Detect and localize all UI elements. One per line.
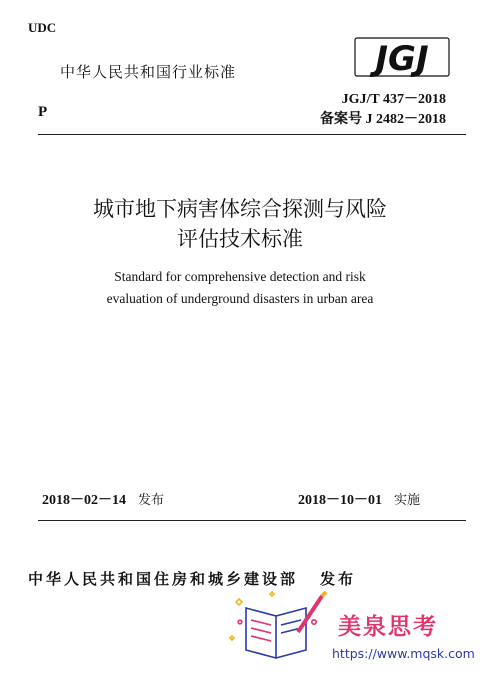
effective-date: 2018－10－01: [298, 493, 382, 508]
standard-number: JGJ/T 437－2018: [341, 92, 446, 107]
title-en-line1: Standard for comprehensive detection and risk: [114, 269, 366, 284]
logo-letters: JGJ: [375, 39, 429, 79]
effective-date-block: [298, 489, 420, 509]
top-rule: [38, 134, 466, 135]
issuer-line: [28, 568, 356, 589]
bottom-rule: [38, 520, 466, 521]
standard-numbers: [320, 90, 446, 130]
udc-label: UDC: [28, 20, 57, 35]
issuer-name: 中华人民共和国住房和城乡建设部: [28, 570, 299, 588]
effective-label: 实施: [394, 493, 421, 508]
issue-date-block: [42, 489, 164, 509]
watermark-brand: 美泉思考: [338, 614, 438, 640]
title-cn-line2: 评估技术标准: [177, 227, 303, 251]
record-number: 备案号 J 2482－2018: [320, 112, 446, 127]
book-pen-icon: [226, 588, 334, 664]
jgj-logo: [354, 34, 450, 80]
standard-category: 中华人民共和国行业标准: [60, 63, 237, 81]
title-cn-line1: 城市地下病害体综合探测与风险: [93, 197, 387, 221]
title-chinese: [0, 194, 480, 254]
issue-label: 发布: [138, 493, 165, 508]
title-english: [0, 266, 480, 310]
watermark-url[interactable]: https://www.mqsk.com: [332, 646, 475, 661]
classification-letter: P: [38, 104, 48, 120]
title-en-line2: evaluation of underground disasters in urban area: [106, 291, 374, 306]
issue-date: 2018－02－14: [42, 493, 126, 508]
issuer-action: 发布: [320, 570, 357, 588]
